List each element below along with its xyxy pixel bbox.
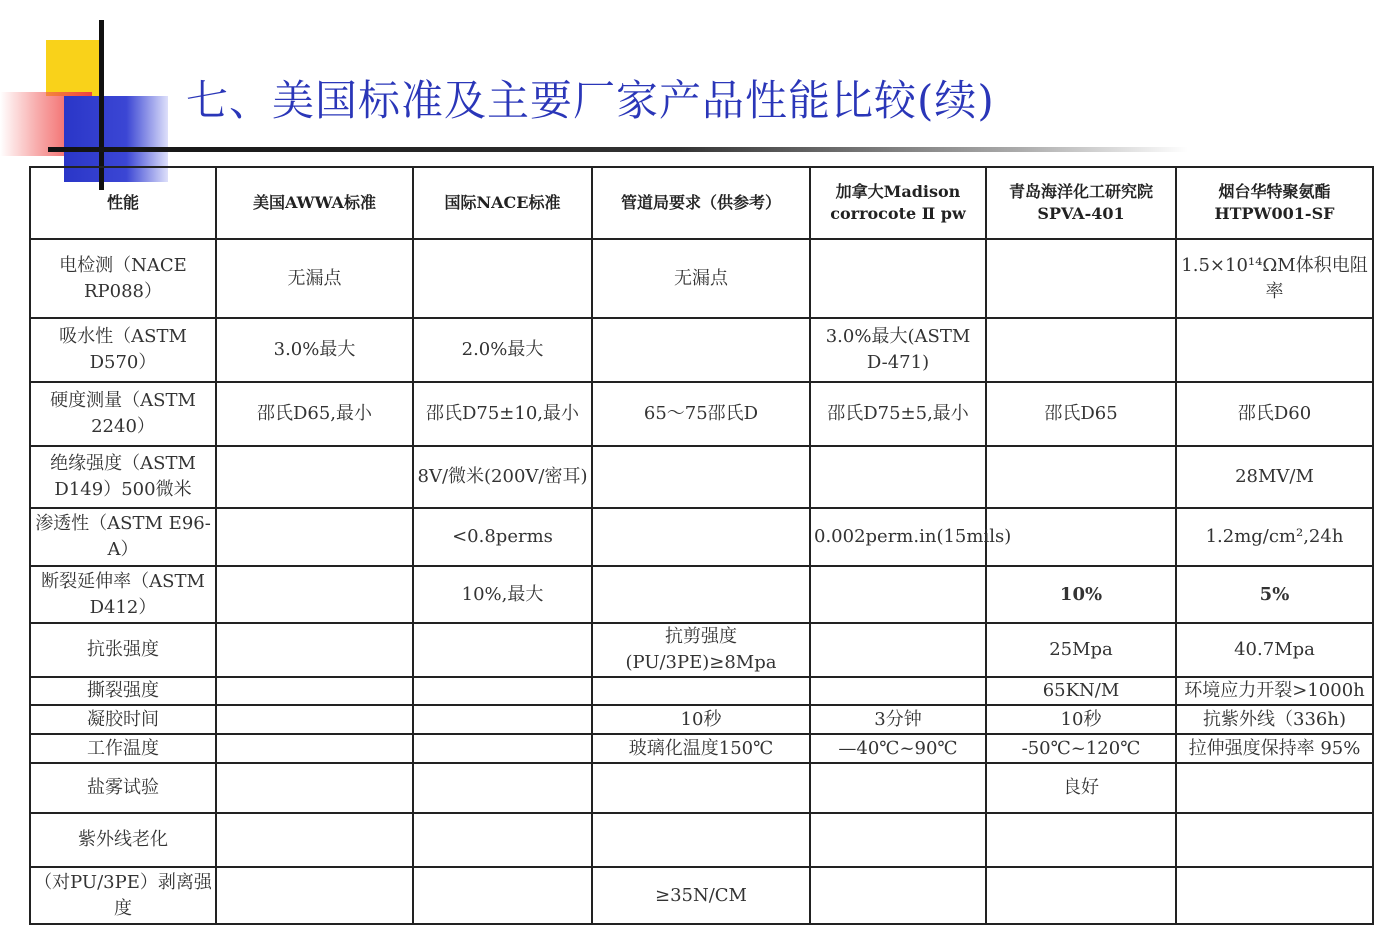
- value-cell: 抗剪强度(PU/3PE)≥8Mpa: [592, 623, 810, 677]
- property-cell: 电检测（NACE RP088）: [30, 239, 216, 318]
- value-cell: 3.0%最大: [216, 318, 413, 382]
- table-row: [30, 623, 1373, 677]
- header-cell: 性能: [30, 167, 216, 239]
- value-cell: [413, 813, 592, 867]
- table-row: [30, 239, 1373, 318]
- value-cell: [986, 318, 1176, 382]
- value-cell: -50℃~120℃: [986, 734, 1176, 763]
- value-cell: 40.7Mpa: [1176, 623, 1373, 677]
- table-row: [30, 446, 1373, 508]
- value-cell: [986, 239, 1176, 318]
- value-cell: [413, 734, 592, 763]
- value-cell: [592, 677, 810, 705]
- header-cell: 青岛海洋化工研究院 SPVA-401: [986, 167, 1176, 239]
- value-cell: 1.2mg/cm²,24h: [1176, 508, 1373, 566]
- value-cell: [216, 677, 413, 705]
- yellow-square-decoration: [46, 40, 102, 96]
- value-cell: [986, 813, 1176, 867]
- value-cell: 玻璃化温度150℃: [592, 734, 810, 763]
- table-row: [30, 508, 1373, 566]
- table-row: [30, 763, 1373, 813]
- value-cell: 5%: [1176, 566, 1373, 623]
- value-cell: 邵氏D75±10,最小: [413, 382, 592, 446]
- table-row: [30, 677, 1373, 705]
- header-cell: 加拿大Madison corrocote Ⅱ pw: [810, 167, 986, 239]
- value-cell: 28MV/M: [1176, 446, 1373, 508]
- vertical-rule-decoration: [99, 20, 104, 190]
- value-cell: [810, 566, 986, 623]
- table-row: [30, 734, 1373, 763]
- value-cell: [810, 239, 986, 318]
- value-cell: [810, 763, 986, 813]
- property-cell: 吸水性（ASTM D570）: [30, 318, 216, 382]
- value-cell: 邵氏D60: [1176, 382, 1373, 446]
- value-cell: 8V/微米(200V/密耳): [413, 446, 592, 508]
- value-cell: 无漏点: [592, 239, 810, 318]
- header-cell: 管道局要求（供参考）: [592, 167, 810, 239]
- value-cell: [413, 763, 592, 813]
- value-cell: [216, 813, 413, 867]
- value-cell: [413, 705, 592, 734]
- horizontal-rule-decoration: [48, 147, 1188, 152]
- value-cell: 65KN/M: [986, 677, 1176, 705]
- value-cell: [810, 677, 986, 705]
- value-cell: 邵氏D75±5,最小: [810, 382, 986, 446]
- value-cell: [810, 446, 986, 508]
- property-cell: 断裂延伸率（ASTM D412）: [30, 566, 216, 623]
- value-cell: [216, 566, 413, 623]
- table-row: [30, 382, 1373, 446]
- value-cell: 无漏点: [216, 239, 413, 318]
- value-cell: [592, 813, 810, 867]
- table-row: [30, 867, 1373, 924]
- property-cell: 硬度测量（ASTM 2240）: [30, 382, 216, 446]
- slide-title: 七、美国标准及主要厂家产品性能比较(续): [186, 76, 995, 125]
- header-cell: 美国AWWA标准: [216, 167, 413, 239]
- value-cell: <0.8perms: [413, 508, 592, 566]
- property-cell: 撕裂强度: [30, 677, 216, 705]
- value-cell: [216, 763, 413, 813]
- value-cell: 3分钟: [810, 705, 986, 734]
- value-cell: 良好: [986, 763, 1176, 813]
- property-cell: 盐雾试验: [30, 763, 216, 813]
- value-cell: [413, 623, 592, 677]
- value-cell: —40℃~90℃: [810, 734, 986, 763]
- value-cell: [413, 239, 592, 318]
- value-cell: [1176, 867, 1373, 924]
- header-cell: 国际NACE标准: [413, 167, 592, 239]
- value-cell: [413, 677, 592, 705]
- header-row: [30, 167, 1373, 239]
- comparison-table: [29, 166, 1374, 925]
- value-cell: [592, 566, 810, 623]
- table-row: [30, 566, 1373, 623]
- value-cell: ≥35N/CM: [592, 867, 810, 924]
- value-cell: [1176, 813, 1373, 867]
- value-cell: [986, 508, 1176, 566]
- value-cell: [1176, 318, 1373, 382]
- value-cell: 65～75邵氏D: [592, 382, 810, 446]
- value-cell: [216, 446, 413, 508]
- value-cell: 环境应力开裂>1000h: [1176, 677, 1373, 705]
- table-row: [30, 813, 1373, 867]
- value-cell: 拉伸强度保持率 95%: [1176, 734, 1373, 763]
- header-cell: 烟台华特聚氨酯 HTPW001-SF: [1176, 167, 1373, 239]
- value-cell: [216, 508, 413, 566]
- value-cell: 10秒: [986, 705, 1176, 734]
- value-cell: [592, 508, 810, 566]
- table-row: [30, 318, 1373, 382]
- property-cell: （对PU/3PE）剥离强度: [30, 867, 216, 924]
- value-cell: [592, 318, 810, 382]
- property-cell: 抗张强度: [30, 623, 216, 677]
- property-cell: 渗透性（ASTM E96-A）: [30, 508, 216, 566]
- value-cell: 1.5×10¹⁴ΩM体积电阻率: [1176, 239, 1373, 318]
- value-cell: [810, 867, 986, 924]
- value-cell: 邵氏D65,最小: [216, 382, 413, 446]
- value-cell: 10%: [986, 566, 1176, 623]
- value-cell: [216, 867, 413, 924]
- value-cell: 2.0%最大: [413, 318, 592, 382]
- property-cell: 绝缘强度（ASTM D149）500微米: [30, 446, 216, 508]
- value-cell: 3.0%最大(ASTM D-471): [810, 318, 986, 382]
- value-cell: 10秒: [592, 705, 810, 734]
- table-row: [30, 705, 1373, 734]
- value-cell: [986, 446, 1176, 508]
- value-cell: [413, 867, 592, 924]
- property-cell: 工作温度: [30, 734, 216, 763]
- value-cell: [592, 763, 810, 813]
- value-cell: [986, 867, 1176, 924]
- value-cell: [1176, 763, 1373, 813]
- property-cell: 紫外线老化: [30, 813, 216, 867]
- value-cell: [810, 623, 986, 677]
- value-cell: 10%,最大: [413, 566, 592, 623]
- property-cell: 凝胶时间: [30, 705, 216, 734]
- value-cell: [810, 813, 986, 867]
- value-cell: [216, 734, 413, 763]
- value-cell: 0.002perm.in(15mils): [810, 508, 986, 566]
- value-cell: 抗紫外线（336h): [1176, 705, 1373, 734]
- value-cell: [592, 446, 810, 508]
- value-cell: 25Mpa: [986, 623, 1176, 677]
- value-cell: 邵氏D65: [986, 382, 1176, 446]
- value-cell: [216, 705, 413, 734]
- value-cell: [216, 623, 413, 677]
